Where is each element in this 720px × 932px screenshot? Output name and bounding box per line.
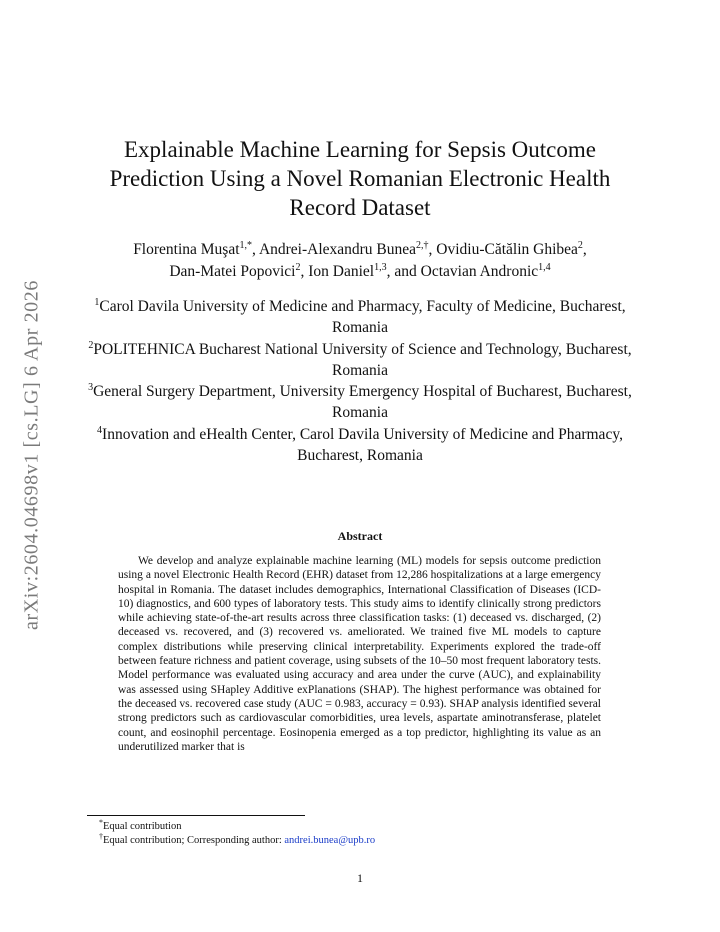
corresponding-email-link[interactable]: andrei.bunea@upb.ro bbox=[284, 835, 376, 846]
abstract-heading: Abstract bbox=[337, 529, 383, 543]
arxiv-identifier: arXiv:2604.04698v1 [cs.LG] 6 Apr 2026 bbox=[20, 280, 43, 630]
affiliation-list bbox=[80, 296, 640, 466]
author-name: Florentina Muşat bbox=[133, 241, 240, 258]
footnote-divider bbox=[87, 815, 305, 816]
footnote-text: Equal contribution bbox=[103, 821, 182, 832]
author-name: Dan-Matei Popovici bbox=[169, 263, 296, 280]
affiliation bbox=[80, 296, 640, 339]
author-separator: , bbox=[252, 241, 259, 258]
abstract-text: We develop and analyze explainable machine learning (ML) models for sepsis outcome prediction using a novel Electronic Health Record (EHR) dataset from 12,286 hospitalizations at a large emergency hospital in Romania. The dataset includes demographics, International Classification of Diseases (ICD-10) diagnostics, and 600 types of laboratory tests. This study aims to identify clinically strong predictors while achieving state-of-the-art results across three classification tasks: (1) deceased vs. discharged, (2) deceased vs. recovered, and (3) recovered vs. ameliorated. We trained five ML models to capture complex distributions while preserving clinical interpretability. Experiments explored the trade-off between feature richness and patient coverage, using subsets of the 10–50 most frequent laboratory tests. Model performance was evaluated using accuracy and area under the curve (AUC), and explainability was assessed using SHapley Additive exPlanations (SHAP). The highest performance was obtained for the deceased vs. recovered case study (AUC = 0.983, accuracy = 0.93). SHAP analysis identified several strong predictors such as cardiovascular comorbidities, urea levels, aspartate aminotransferase, platelet count, and eosinophil percentage. Eosinopenia emerged as a top predictor, highlighting its value as an underutilized marker that is bbox=[118, 555, 601, 753]
affiliation-number: 3 bbox=[88, 382, 94, 394]
author-affiliation-mark: 2,† bbox=[416, 240, 429, 251]
author-name: Andrei-Alexandru Bunea bbox=[258, 241, 417, 258]
author-affiliation-mark: 2 bbox=[577, 240, 583, 251]
footnote-mark: * bbox=[99, 818, 103, 827]
author-name: Octavian Andronic bbox=[420, 263, 539, 280]
page-number: 1 bbox=[357, 871, 363, 885]
affiliation bbox=[80, 381, 640, 424]
affiliation bbox=[80, 339, 640, 382]
author-separator: , and bbox=[386, 263, 421, 280]
footnote-mark: † bbox=[99, 832, 103, 841]
affiliation-number: 2 bbox=[88, 339, 94, 351]
affiliation-number: 4 bbox=[97, 424, 103, 436]
author-separator: , bbox=[300, 263, 309, 280]
footnote-equal-contribution bbox=[99, 820, 375, 834]
affiliation bbox=[80, 424, 640, 467]
author-list bbox=[80, 239, 640, 283]
author-name: Ovidiu-Cătălin Ghibea bbox=[436, 241, 578, 258]
footnotes bbox=[99, 820, 375, 848]
affiliation-text: POLITEHNICA Bucharest National University of Science and Technology, Bucharest, Romania bbox=[93, 340, 632, 379]
footnote-text: Equal contribution; Corresponding author: bbox=[103, 835, 285, 846]
affiliation-number: 1 bbox=[94, 297, 100, 308]
affiliation-text: Carol Davila University of Medicine and Pharmacy, Faculty of Medicine, Bucharest, Romania bbox=[99, 298, 626, 337]
paper-title: Explainable Machine Learning for Sepsis Outcome Prediction Using a Novel Romanian Electronic Health Record Dataset bbox=[109, 137, 611, 220]
footnote-corresponding-author bbox=[99, 834, 375, 848]
author-affiliation-mark: 1,3 bbox=[374, 262, 387, 273]
author-affiliation-mark: 1,* bbox=[239, 240, 253, 251]
author-affiliation-mark: 2 bbox=[295, 262, 301, 273]
author-separator: , bbox=[582, 241, 587, 258]
author-name: Ion Daniel bbox=[308, 263, 375, 280]
affiliation-text: General Surgery Department, University Emergency Hospital of Bucharest, Bucharest, Romania bbox=[93, 383, 632, 422]
author-separator: , bbox=[428, 241, 437, 258]
author-affiliation-mark: 1,4 bbox=[538, 262, 551, 273]
affiliation-text: Innovation and eHealth Center, Carol Davila University of Medicine and Pharmacy, Bucharest, Romania bbox=[102, 425, 623, 465]
